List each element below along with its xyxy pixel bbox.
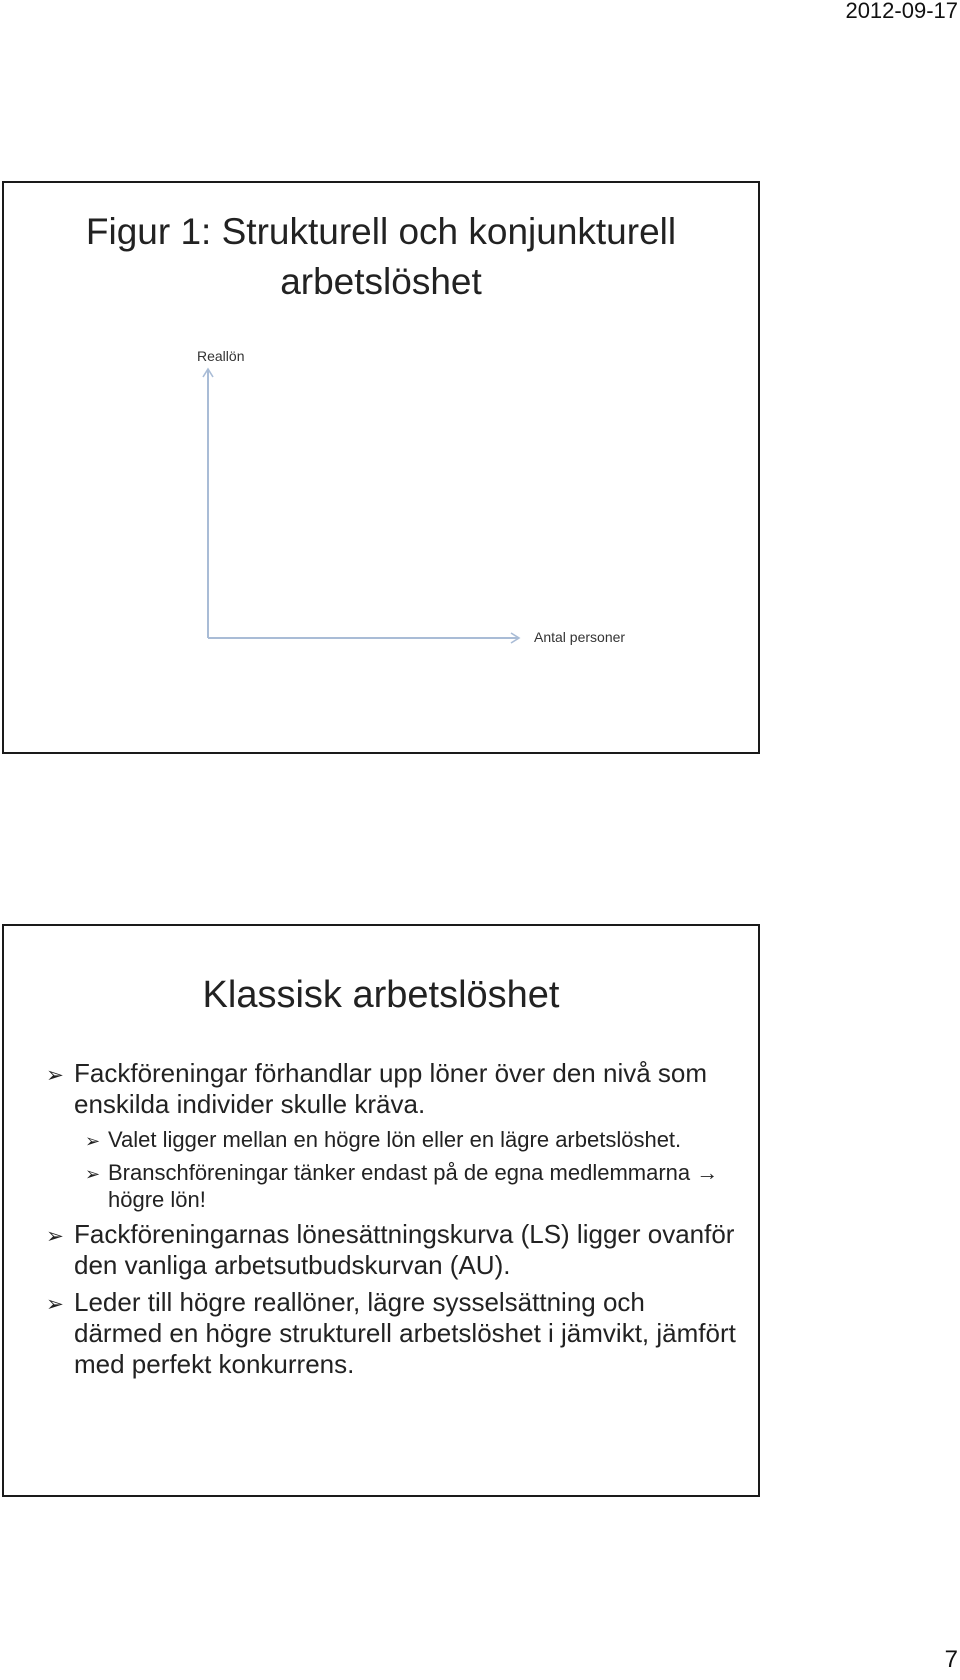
bullet-arrow-icon: ➢	[46, 1292, 64, 1316]
page-date: 2012-09-17	[845, 0, 958, 23]
bullet-list	[46, 1058, 738, 1386]
slide-title-line1: Figur 1: Strukturell och konjunkturell	[85, 211, 677, 252]
bullet-item	[85, 1159, 738, 1213]
bullet-text: Valet ligger mellan en högre lön eller en lägre arbetslöshet.	[108, 1127, 682, 1152]
bullet-item	[46, 1058, 738, 1120]
slide-figure-1	[2, 181, 760, 754]
bullet-arrow-icon: ➢	[46, 1224, 64, 1248]
bullet-arrow-icon: ➢	[46, 1063, 64, 1087]
bullet-item	[46, 1287, 738, 1380]
bullet-arrow-icon: ➢	[85, 1164, 101, 1184]
slide-title: Klassisk arbetslöshet	[202, 974, 560, 1016]
bullet-item	[46, 1219, 738, 1281]
bullet-arrow-icon: ➢	[85, 1131, 101, 1151]
bullet-text: Leder till högre reallöner, lägre sysselsättning och därmed en högre strukturell arbetslöshet i jämvikt, jämfört med perfekt konkurrens.	[74, 1287, 736, 1379]
page-number: 7	[944, 1646, 958, 1673]
bullet-item	[85, 1126, 738, 1153]
bullet-text: Fackföreningar förhandlar upp löner över den nivå som enskilda individer skulle kräva.	[74, 1058, 708, 1119]
axes-figure	[4, 183, 758, 752]
slide-title-line2: arbetslöshet	[280, 261, 482, 302]
x-axis-label: Antal personer	[534, 629, 626, 645]
bullet-text: Branschföreningar tänker endast på de egna medlemmarna → högre lön!	[108, 1160, 719, 1212]
y-axis-label: Reallön	[197, 348, 245, 364]
slide-klassisk-arbetsloshet	[2, 924, 760, 1497]
bullet-text: Fackföreningarnas lönesättningskurva (LS) ligger ovanför den vanliga arbetsutbudskurvan (AU).	[74, 1219, 735, 1280]
